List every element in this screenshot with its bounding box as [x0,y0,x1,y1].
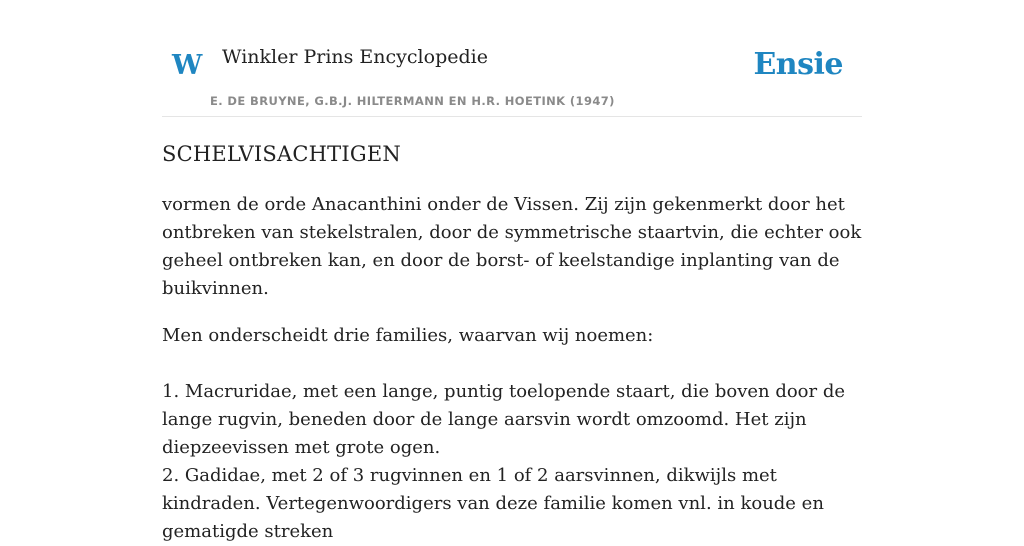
source-logo[interactable]: W [172,50,203,81]
source-authors: E. DE BRUYNE, G.B.J. HILTERMANN EN H.R. HOETINK (1947) [210,94,615,108]
brand-logo[interactable]: Ensie [753,47,843,82]
page-title: SCHELVISACHTIGEN [162,142,401,166]
article-paragraph: Men onderscheidt drie families, waarvan wij noemen: [162,325,654,346]
article-paragraph: vormen de orde Anacanthini onder de Vissen. Zij zijn gekenmerkt door het ontbreken van stekelstralen, door de symmetrische staartvin, die echter ook geheel ontbreken kan, en door de borst- of keelstandige inplanting van de buikvinnen. [162,194,862,299]
list-item: 1. Macruridae, met een lange, puntig toelopende staart, die boven door de lange rugvin, beneden door de lange aarsvin wordt omzoomd. Het zijn diepzeevissen met grote ogen. [162,381,846,458]
list-item: 2. Gadidae, met 2 of 3 rugvinnen en 1 of 2 aarsvinnen, dikwijls met kindraden. Vertegenwoordigers van deze familie komen vnl. in koude en gematigde streken [162,465,824,542]
article [162,138,862,546]
header [162,0,862,117]
source-title[interactable]: Winkler Prins Encyclopedie [222,46,488,68]
family-list [162,378,862,546]
